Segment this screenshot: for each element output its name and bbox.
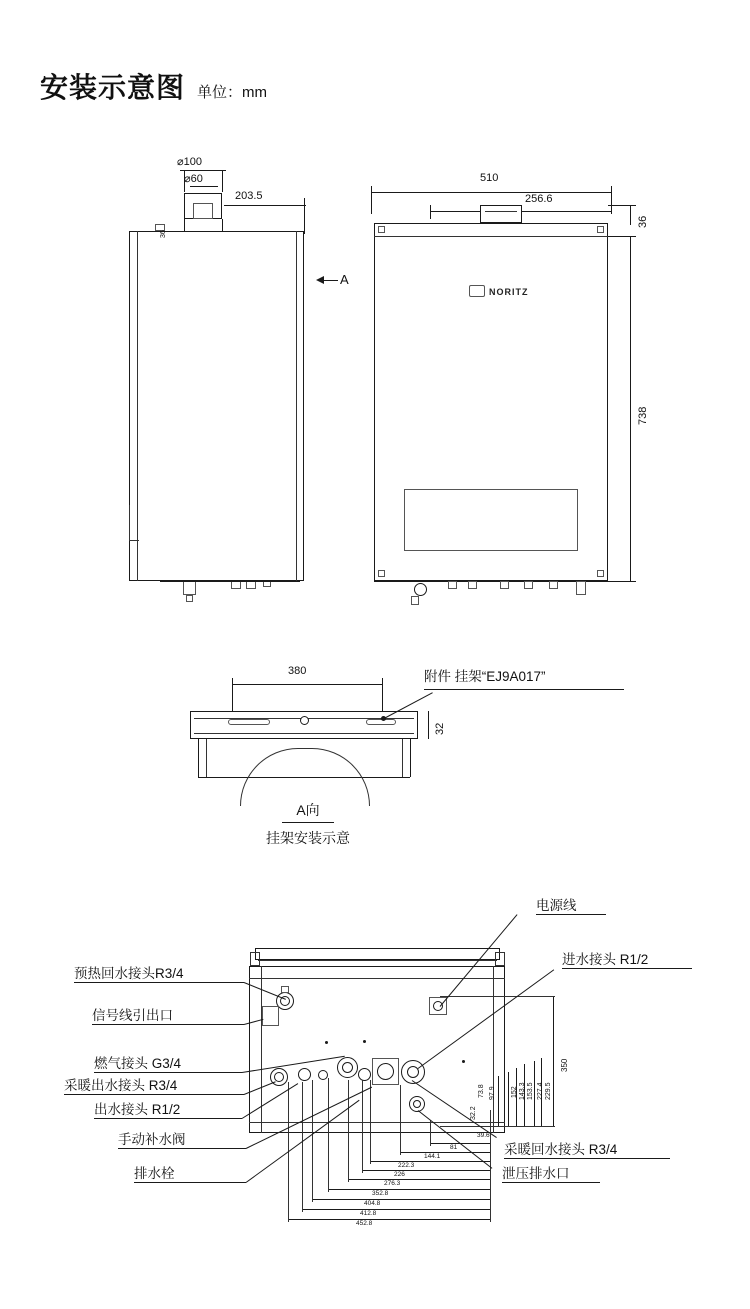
arrow-a-head bbox=[316, 276, 324, 284]
mark-dot-2 bbox=[363, 1040, 366, 1043]
bottom-plate-line-top bbox=[249, 978, 505, 979]
dim-line-flue-outer bbox=[180, 170, 226, 171]
dim-h-3528-label: 352.8 bbox=[372, 1190, 389, 1197]
dim-line-flue-inner bbox=[190, 186, 218, 187]
callout-manual-fill-valve: 手动补水阀 bbox=[118, 1132, 186, 1147]
ext-line-top-1 bbox=[608, 205, 636, 206]
dim-top-label: 36 bbox=[637, 215, 649, 228]
fitting-small-1 bbox=[318, 1070, 328, 1080]
tick-depth-right bbox=[304, 198, 305, 234]
callout-heating-return-underline bbox=[504, 1158, 670, 1159]
side-fitting-1 bbox=[183, 581, 196, 595]
dim-line-bracket-height bbox=[428, 711, 429, 739]
ext-v-1441 bbox=[400, 1085, 401, 1155]
callout-pressure-relief-drain-underline bbox=[502, 1182, 600, 1183]
ext-v-81 bbox=[430, 1120, 431, 1146]
callout-signal-outlet-underline bbox=[92, 1024, 244, 1025]
mark-dot-1 bbox=[325, 1041, 328, 1044]
callout-preheat-return: 预热回水接头R3/4 bbox=[74, 966, 184, 981]
dim-line-depth bbox=[224, 205, 306, 206]
ext-350-top bbox=[440, 996, 555, 997]
tick-flue-offset-left bbox=[430, 205, 431, 219]
side-body-notch bbox=[129, 540, 139, 541]
dim-h-4128-label: 412.8 bbox=[360, 1210, 377, 1217]
page-title: 安装示意图 bbox=[40, 72, 186, 103]
dim-h-4128 bbox=[302, 1209, 490, 1210]
side-body bbox=[129, 231, 304, 581]
fitting-gas-inner bbox=[342, 1062, 353, 1073]
shroud-left bbox=[198, 739, 199, 777]
shroud-right bbox=[410, 739, 411, 777]
bracket-caption-line1: A向 bbox=[296, 802, 320, 818]
shroud-right-inner bbox=[402, 739, 403, 777]
side-fitting-1b bbox=[186, 595, 193, 602]
page-header bbox=[40, 66, 267, 106]
front-fitting-6 bbox=[549, 581, 558, 589]
front-fitting-1b bbox=[411, 596, 419, 605]
dim-h-81-label: 81 bbox=[450, 1144, 458, 1151]
front-corner-tl bbox=[378, 226, 385, 233]
ext-v-2763 bbox=[348, 1080, 349, 1182]
bracket-caption-line2: 挂架安装示意 bbox=[266, 830, 350, 846]
dim-h-4048 bbox=[312, 1199, 490, 1200]
ext-line-bottom bbox=[608, 581, 636, 582]
callout-heating-return: 采暖回水接头 R3/4 bbox=[504, 1142, 618, 1157]
callout-gas-underline bbox=[94, 1072, 242, 1073]
bottom-top-cap bbox=[255, 948, 500, 960]
brand-label: NORITZ bbox=[489, 287, 529, 297]
dim-v-979 bbox=[498, 1076, 499, 1126]
dim-v-152-label: 152 bbox=[511, 1086, 518, 1098]
bottom-plate-line-left bbox=[261, 966, 262, 1133]
dim-flue-offset-label: 256.6 bbox=[525, 193, 553, 205]
ext-350-bottom bbox=[440, 1126, 555, 1127]
callout-gas: 燃气接头 G3/4 bbox=[94, 1056, 182, 1071]
callout-water-out: 出水接头 R1/2 bbox=[94, 1102, 181, 1117]
bracket-inner-line-2 bbox=[194, 733, 414, 734]
tick-width-left bbox=[371, 186, 372, 214]
side-body-notch-v bbox=[129, 505, 130, 541]
fitting-water-out bbox=[298, 1068, 311, 1081]
dim-h-3528 bbox=[328, 1189, 490, 1190]
bracket-caption-underline bbox=[282, 822, 334, 823]
dim-h-226-label: 226 bbox=[394, 1171, 405, 1178]
callout-drain-plug: 排水栓 bbox=[134, 1166, 175, 1181]
callout-preheat-return-underline bbox=[74, 982, 244, 983]
ext-v-4128 bbox=[302, 1082, 303, 1212]
callout-signal-outlet: 信号线引出口 bbox=[92, 1008, 173, 1023]
bracket-note-underline bbox=[424, 689, 624, 690]
dim-h-2223 bbox=[370, 1161, 490, 1162]
dim-v-1535-label: 153.5 bbox=[527, 1082, 534, 1100]
dim-h-226 bbox=[362, 1170, 490, 1171]
dim-v-227-label: 227.4 bbox=[537, 1082, 544, 1100]
front-top-band bbox=[374, 236, 608, 237]
front-fitting-7 bbox=[576, 581, 586, 595]
ext-v-4048 bbox=[312, 1080, 313, 1202]
side-body-rear-line bbox=[296, 231, 297, 581]
tick-bracket-right bbox=[382, 678, 383, 712]
dim-h-4048-label: 404.8 bbox=[364, 1200, 381, 1207]
dim-v-152 bbox=[508, 1072, 509, 1126]
dim-h-4528 bbox=[288, 1219, 490, 1220]
bottom-cap-left bbox=[250, 952, 260, 966]
dim-h-1441 bbox=[400, 1152, 490, 1153]
front-flue bbox=[480, 205, 522, 223]
arrow-a-label: A bbox=[340, 272, 349, 287]
dim-depth-label: 203.5 bbox=[235, 190, 263, 202]
side-flue-left-edge bbox=[184, 219, 185, 231]
front-fitting-5 bbox=[524, 581, 533, 589]
mark-dot-3 bbox=[462, 1060, 465, 1063]
dim-v-227 bbox=[534, 1061, 535, 1126]
fitting-manual-fill-body bbox=[372, 1058, 399, 1085]
dim-flue-outer-label: ⌀100 bbox=[177, 156, 202, 168]
brand-mark-icon bbox=[469, 285, 485, 297]
dim-v-396-label: 39.6 bbox=[477, 1132, 490, 1139]
front-fitting-1 bbox=[414, 583, 427, 596]
front-corner-br bbox=[597, 570, 604, 577]
dim-line-bracket-width bbox=[232, 684, 382, 685]
fitting-heating-out-inner bbox=[274, 1072, 284, 1082]
front-bottom-edge bbox=[374, 581, 608, 582]
bracket-note-anchor bbox=[381, 716, 386, 721]
dim-v-738-label: 73.8 bbox=[478, 1084, 485, 1098]
front-fitting-2 bbox=[448, 581, 457, 589]
callout-heating-out: 采暖出水接头 R3/4 bbox=[64, 1078, 178, 1093]
dim-line-width bbox=[371, 192, 611, 193]
bottom-cap-right bbox=[495, 952, 505, 966]
front-fitting-3 bbox=[468, 581, 477, 589]
dim-h-2763 bbox=[348, 1179, 490, 1180]
tick-flue-outer-right bbox=[222, 170, 223, 192]
side-bottom-edge bbox=[160, 581, 300, 582]
bracket-slot-left bbox=[228, 719, 270, 725]
callout-water-in-underline bbox=[562, 968, 692, 969]
callout-water-out-underline bbox=[94, 1118, 242, 1119]
bracket-center-hole bbox=[300, 716, 309, 725]
dim-flue-inner-label: ⌀60 bbox=[184, 173, 203, 185]
callout-manual-fill-valve-underline bbox=[118, 1148, 246, 1149]
fitting-preheat-top bbox=[281, 986, 289, 993]
tick-width-right bbox=[611, 186, 612, 214]
side-top-bracket-dim: 36 bbox=[160, 230, 167, 238]
dim-bracket-width-label: 380 bbox=[288, 665, 307, 677]
front-corner-bl bbox=[378, 570, 385, 577]
dim-v-979-label: 97.9 bbox=[489, 1086, 496, 1100]
signal-cable-outlet bbox=[262, 1006, 279, 1026]
side-flue-inner bbox=[193, 203, 213, 219]
side-fitting-3 bbox=[246, 581, 256, 589]
front-control-panel bbox=[404, 489, 578, 551]
unit-note: 单位：mm bbox=[197, 84, 268, 101]
bottom-plate-line-right bbox=[493, 966, 494, 1133]
fitting-pressure-relief-inner bbox=[413, 1100, 421, 1108]
front-corner-tr bbox=[597, 226, 604, 233]
ext-v-3528 bbox=[328, 1078, 329, 1192]
dim-width-label: 510 bbox=[480, 172, 499, 184]
dim-h-1441-label: 144.1 bbox=[424, 1153, 441, 1160]
tick-bracket-left bbox=[232, 678, 233, 712]
callout-drain-plug-underline bbox=[134, 1182, 246, 1183]
callout-pressure-relief-drain: 泄压排水口 bbox=[502, 1166, 570, 1181]
dim-v-322-label: 32.2 bbox=[470, 1106, 477, 1120]
callout-water-in: 进水接头 R1/2 bbox=[562, 952, 649, 967]
front-fitting-4 bbox=[500, 581, 509, 589]
dim-v-1433-label: 143.3 bbox=[519, 1082, 526, 1100]
dim-line-top bbox=[630, 205, 631, 225]
ext-v-2223 bbox=[370, 1080, 371, 1164]
side-body-inner-line bbox=[137, 231, 138, 581]
side-flue-right-edge bbox=[222, 219, 223, 231]
shroud-arc bbox=[240, 748, 370, 806]
dim-h-2223-label: 222.3 bbox=[398, 1162, 415, 1169]
bottom-cap-line bbox=[258, 960, 497, 961]
callout-power-cable-underline bbox=[536, 914, 606, 915]
bracket-note-label: 附件 挂架“EJ9A017” bbox=[424, 669, 546, 684]
dim-height-label: 738 bbox=[637, 406, 649, 425]
callout-heating-out-underline bbox=[64, 1094, 244, 1095]
dim-v-229-label: 229.5 bbox=[545, 1082, 552, 1100]
ext-v-226 bbox=[362, 1080, 363, 1173]
dim-h-4528-label: 452.8 bbox=[356, 1220, 373, 1227]
dim-bracket-height-label: 32 bbox=[434, 722, 446, 735]
shroud-left-inner bbox=[206, 739, 207, 777]
side-fitting-2 bbox=[231, 581, 241, 589]
dim-v-350 bbox=[553, 996, 554, 1126]
front-flue-inner bbox=[485, 211, 517, 212]
dim-v-350-label: 350 bbox=[560, 1058, 569, 1072]
dim-h-2763-label: 276.3 bbox=[384, 1180, 401, 1187]
dim-line-height bbox=[630, 236, 631, 581]
ext-line-top-2 bbox=[608, 236, 636, 237]
callout-power-cable: 电源线 bbox=[536, 898, 577, 913]
